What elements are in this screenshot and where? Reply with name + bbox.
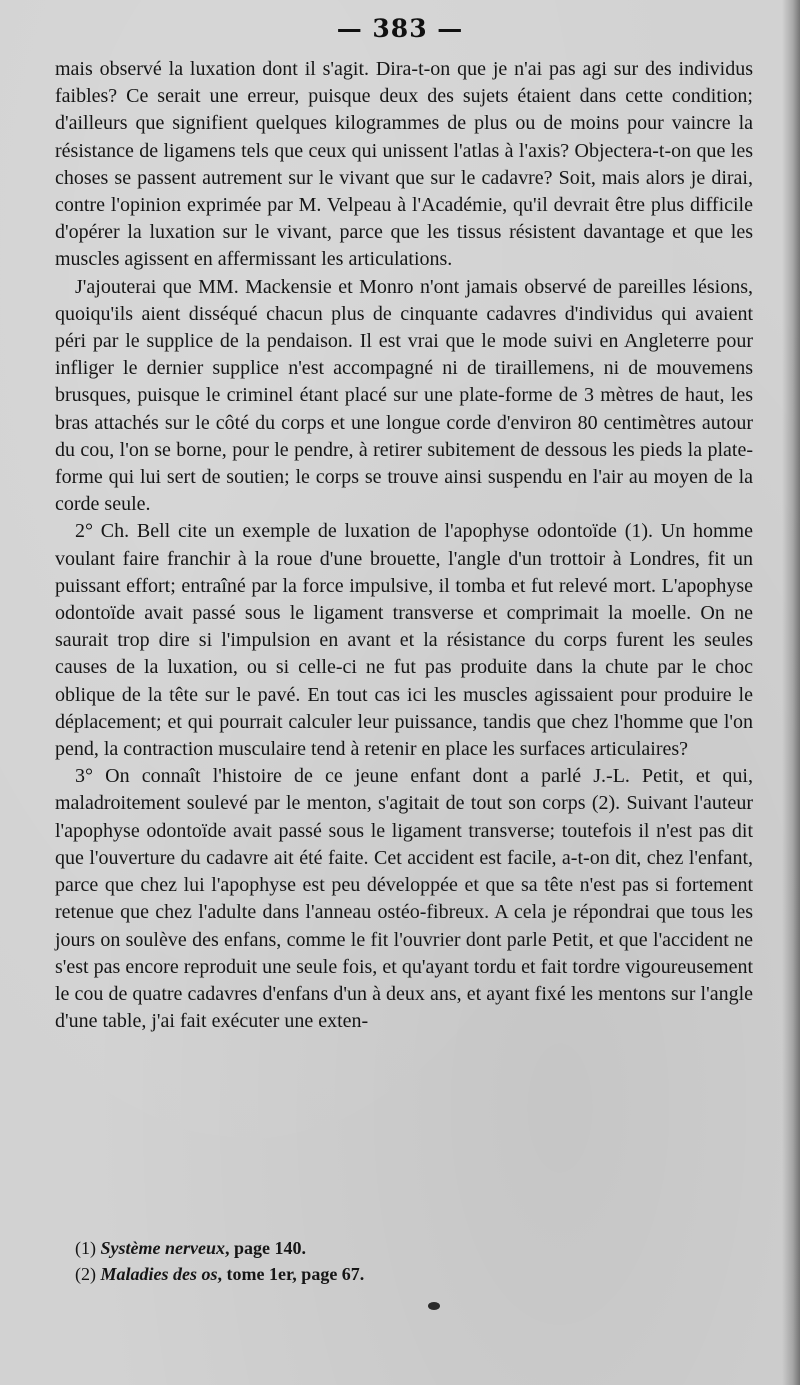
paragraph-mackensie-monro: J'ajouterai que MM. Mackensie et Monro n'ont jamais observé de pareilles lésions, quoiqu'ils aient disséqué chacun plus de cinquante cadavres d'individus qui avaient péri par le supplice de la pendaison. Il est vrai que le mode suivi en Angleterre pour infliger le dernier supplice n'est accompagné ni de tiraillemens, ni de mouvemens brusques, puisque le criminel étant placé sur une plate-forme de 3 mètres de haut, les bras attachés sur le côté du corps et une longue corde d'environ 80 centimètres autour du cou, l'on se borne, pour le pendre, à retirer subitement de dessous les pieds la plate-forme qui lui sert de soutien; le corps se trouve ainsi suspendu en l'air au moyen de la corde seule. — [55, 275, 753, 516]
paragraph-continuation: mais observé la luxation dont il s'agit. Dira-t-on que je n'ai pas agi sur des individus faibles? Ce serait une erreur, puisque deux des sujets étaient dans cette condition; d'ailleurs que signifient quelques kilogrammes de plus ou de moins pour vaincre la résistance de ligamens tels que ceux qui unissent l'atlas à l'axis? Objectera-t-on que les choses se passent autrement sur le vivant que sur le cadavre? Soit, mais alors je dirai, contre l'opinion exprimée par M. Velpeau à l'Académie, qu'il devrait être plus difficile d'opérer la luxation sur le vivant, parce que les tissus résistent davantage et que les muscles agissent en affermissant les articulations. — [55, 58, 753, 271]
page-number: — 383 — — [336, 14, 464, 43]
body-text — [55, 56, 753, 1035]
footnote-marker: (2) — [75, 1264, 96, 1284]
footnote-2 — [75, 1261, 675, 1287]
footnote-title: Maladies des os — [100, 1264, 218, 1284]
ink-blot — [428, 1302, 440, 1310]
footnote-1 — [75, 1235, 675, 1261]
footnote-rest: , tome 1er, page 67. — [217, 1264, 365, 1284]
footnote-marker: (1) — [75, 1238, 96, 1258]
footnote-rest: , page 140. — [224, 1238, 306, 1258]
paragraph-petit-child: 3° On connaît l'histoire de ce jeune enfant dont a parlé J.-L. Petit, et qui, maladroitement soulevé par le menton, s'agitait de tout son corps (2). Suivant l'auteur l'apophyse odontoïde avait passé sous le ligament transverse; toutefois il n'est pas dit que l'ouverture du cadavre ait été faite. Cet accident est facile, a-t-on dit, chez l'enfant, parce que chez lui l'apophyse est peu développée et que sa tête n'est pas si fortement retenue que chez l'adulte dans l'anneau ostéo-fibreux. A cela je répondrai que tous les jours on soulève des enfans, comme le fit l'ouvrier dont parle Petit, et que l'accident ne s'est pas encore reproduit une seule fois, et qu'ayant tordu et fait tordre vigoureusement le cou de quatre cadavres d'enfans d'un à deux ans, et ayant fixé les mentons sur l'angle d'une table, j'ai fait exécuter une exten- — [55, 765, 753, 1033]
paragraph-bell-example: 2° Ch. Bell cite un exemple de luxation de l'apophyse odontoïde (1). Un homme voulant faire franchir à la roue d'une brouette, l'angle d'un trottoir à Londres, fit un puissant effort; entraîné par la force impulsive, il tomba et fut relevé mort. L'apophyse odontoïde avait passé sous le ligament transverse et comprimait la moelle. On ne saurait trop dire si l'impulsion en avant et la résistance du corps furent les seules causes de la luxation, ou si celle-ci ne fut pas produite dans la chute par le choc oblique de la tête sur le pavé. En tout cas ici les muscles agissaient pour produire le déplacement; et qui pourrait calculer leur puissance, tandis que chez l'homme que l'on pend, la contraction musculaire tend à retenir en place les surfaces articulaires? — [55, 520, 753, 761]
footnotes — [75, 1235, 675, 1287]
footnote-title: Système nerveux — [100, 1238, 225, 1258]
page-edge-shadow — [782, 0, 800, 1385]
